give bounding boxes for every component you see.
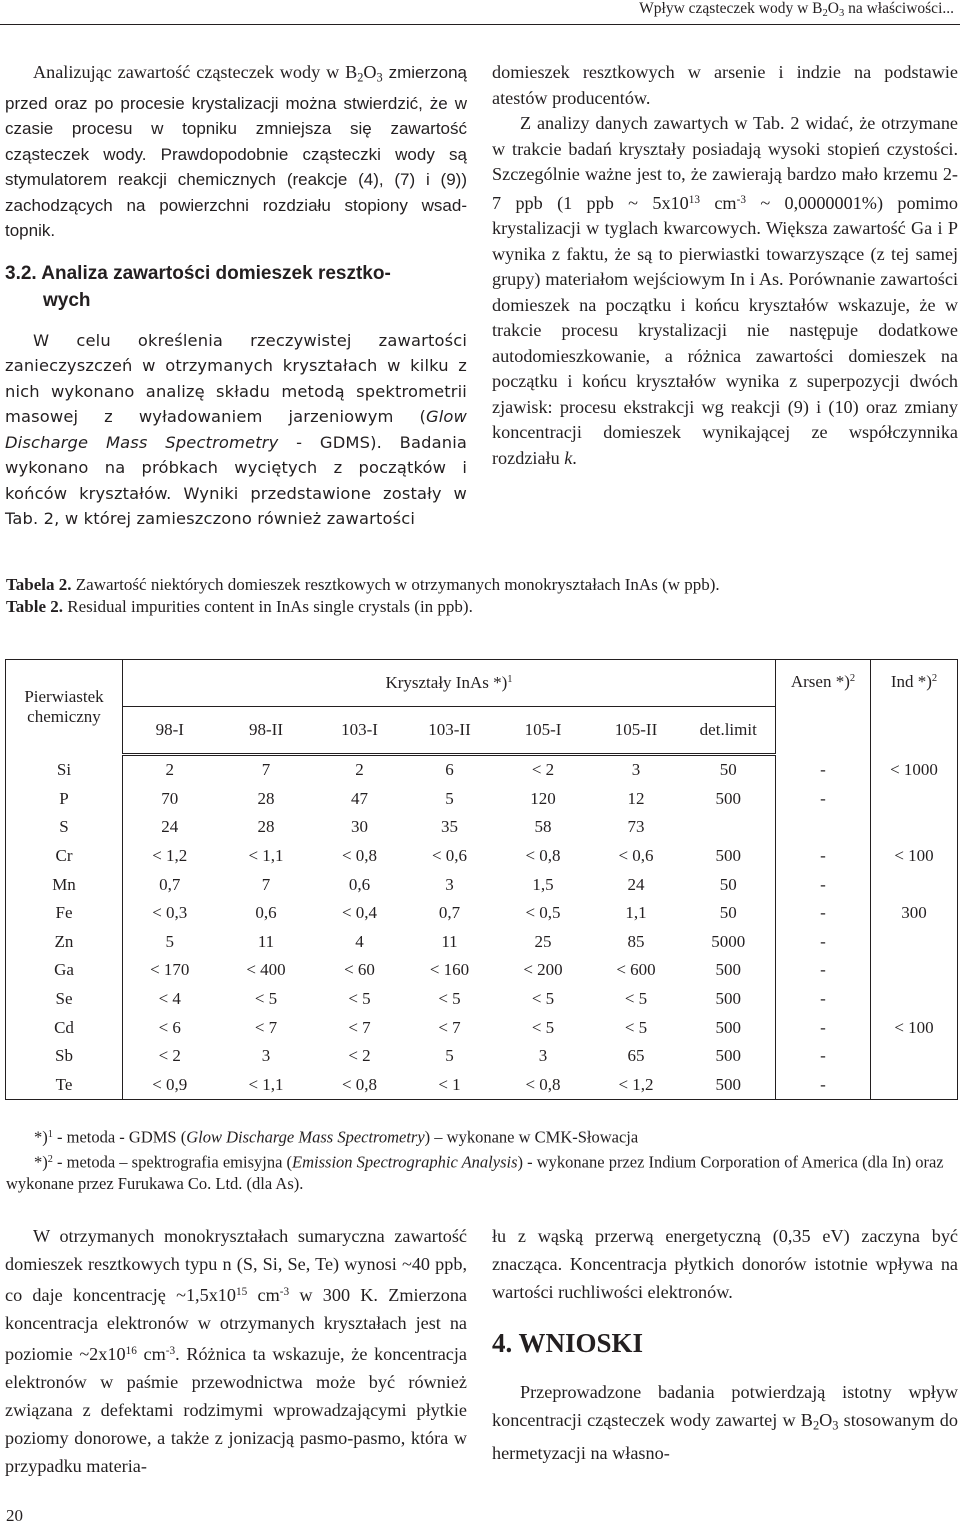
value-cell: 28 [257,788,275,808]
value-cell: 2 [165,760,174,780]
value-cell [871,1042,958,1071]
value-cell [871,985,958,1014]
header-element: Pierwiastek chemiczny [6,660,123,755]
right-column [492,60,958,471]
value-cell: - [776,870,871,899]
value-cell: < 2 [158,1046,181,1066]
running-header: Wpływ cząsteczek wody w $B_2O_3$ na właściwości... [639,0,954,19]
element-cell: Mn [6,870,123,899]
value-cell [871,785,958,814]
value-cell: 73 [627,817,645,837]
value-cell [776,813,871,842]
value-cell: 11 [257,931,275,951]
value-cell: < 100 [871,842,958,871]
value-cell: - [776,928,871,957]
subheader-0: 98-I [123,707,217,755]
value-cell: 28 [257,817,275,837]
value-cell: < 5 [348,989,371,1009]
element-cell: Si [6,755,123,785]
value-cell: < 2 [348,1046,371,1066]
table-row [6,1013,958,1042]
value-cell: - [776,1013,871,1042]
value-cell: 5 [445,1046,454,1066]
value-cell: < 5 [624,1017,648,1037]
value-cell: < 600 [616,960,656,980]
table-row [6,813,958,842]
value-cell: < 160 [429,960,470,980]
value-cell: < 7 [254,1017,278,1037]
value-cell: < 4 [158,989,181,1009]
subheader-2: 103-I [316,707,404,755]
table-footnotes [6,1124,956,1195]
value-cell: < 5 [254,989,278,1009]
value-cell: < 100 [871,1013,958,1042]
value-cell: < 1000 [871,755,958,785]
value-cell: < 5 [624,989,648,1009]
value-cell: < 200 [523,960,563,980]
value-cell: < 60 [344,960,375,980]
value-cell: 1,5 [532,874,554,894]
element-cell: Ga [6,956,123,985]
subheader-3: 103-II [404,707,496,755]
value-cell: 5 [165,931,174,951]
table-row [6,842,958,871]
bottom-right-column [492,1222,958,1467]
value-cell: 500 [682,1071,776,1100]
value-cell: < 0,8 [341,846,378,866]
value-cell: 58 [534,817,552,837]
header-rule [0,24,960,25]
table-row [6,870,958,899]
value-cell [871,870,958,899]
value-cell: 7 [261,760,271,780]
table-caption [6,574,720,618]
value-cell: - [776,755,871,785]
value-cell: < 5 [531,989,555,1009]
value-cell: < 2 [531,760,555,780]
bottom-left-column [5,1222,467,1480]
value-cell: 1,1 [625,903,647,923]
value-cell: < 0,5 [525,903,561,923]
value-cell: < 1,1 [248,846,284,866]
subheader-1: 98-II [217,707,316,755]
impurities-table [5,659,958,1100]
value-cell: - [776,1042,871,1071]
value-cell: 3 [261,1046,271,1066]
table-row [6,985,958,1014]
value-cell: < 5 [531,1017,555,1037]
paragraph-conclusions: Przeprowadzone badania potwierdzają istotny wpływ koncentracji cząsteczek wody zawartej w $B_2O_3$ stosowanym do hermetyzacji na własno- [492,1382,958,1464]
element-cell: Zn [6,928,123,957]
value-cell: 3 [445,874,454,894]
value-cell: 500 [682,842,776,871]
value-cell: 47 [351,788,368,808]
value-cell: 0,7 [438,903,461,923]
value-cell: < 0,4 [341,903,378,923]
paragraph-producer-data: domieszek resztkowych w arsenie i indzie na podstawie atestów producentów. [492,62,958,108]
value-cell: < 0,6 [431,846,468,866]
subheader-6: det.limit [682,707,776,755]
page-number: 20 [6,1506,23,1525]
value-cell: < 1,2 [591,1071,682,1100]
element-cell: Se [6,985,123,1014]
value-cell: 11 [441,931,458,951]
value-cell: < 0,8 [496,1071,591,1100]
table-row [6,755,958,785]
value-cell: 0,6 [255,903,277,923]
element-cell: Fe [6,899,123,928]
value-cell: 24 [627,874,645,894]
value-cell: - [776,956,871,985]
value-cell: - [776,785,871,814]
footnote-2: *)$^2$ - metoda – spektrografia emisyjna (Emission Spectrographic Analysis) - wykonane przez Indium Corporation of America (dla In) oraz wykonane przez Furukawa Co. Ltd. (dla As). [6,1152,944,1194]
section-heading-conclusions: 4. WNIOSKI [492,1328,644,1358]
value-cell: 25 [534,931,552,951]
value-cell: 50 [682,870,776,899]
value-cell: 5000 [682,928,776,957]
value-cell: < 1,2 [152,846,188,866]
value-cell [871,1071,958,1100]
value-cell: < 0,8 [316,1071,404,1100]
element-cell: P [6,785,123,814]
value-cell: 500 [682,956,776,985]
value-cell: 5 [445,788,454,808]
value-cell [871,956,958,985]
value-cell: 2 [355,760,364,780]
value-cell: < 5 [438,989,461,1009]
value-cell: - [776,1071,871,1100]
value-cell: < 0,8 [525,846,561,866]
element-cell: Cr [6,842,123,871]
value-cell [871,928,958,957]
section-heading-3-2: 3.2. Analiza zawartości domieszek resztko- wych [5,262,391,311]
value-cell: 35 [441,817,458,837]
value-cell: 3 [538,1046,548,1066]
element-cell: Sb [6,1042,123,1071]
value-cell: 50 [682,755,776,785]
value-cell: < 170 [150,960,190,980]
paragraph-electron-concentration: W otrzymanych monokryształach sumaryczna zawartość domieszek resztkowych typu n (S, Si, Se, Te) wynosi ~40 ppb, co daje koncentrację $\sim 1,5x10^{15}$ $cm^{-3}$ w 300 K. Zmierzona koncentracja elektronów w otrzymanych kryształach jest na poziomie $\sim 2x10^{16}$ $cm^{-3}$. Różnica ta wskazuje, że koncentracja elektronów w paśmie przewodnictwa może być również związana z defektami rodzimymi wprowadzającymi płytkie poziomy donorowe, a także z jonizacją pasmo-pasmo, która w przypadku materia- [5,1226,468,1477]
value-cell: 500 [682,785,776,814]
value-cell: 500 [682,1013,776,1042]
footnote-1: *)$^1$ - metoda - GDMS (Glow Discharge Mass Spectrometry) – wykonane w CMK-Słowacja [34,1127,639,1147]
paragraph-energy-gap: łu z wąską przerwą energetyczną (0,35 eV) zaczyna być znacząca. Koncentracja płytkich donorów istotnie wpływa na wartości ruchliwości elektronów. [492,1226,958,1302]
table-row [6,1042,958,1071]
value-cell: 30 [351,817,368,837]
value-cell: 500 [682,1042,776,1071]
value-cell: < 0,6 [618,846,654,866]
value-cell: < 1 [404,1071,496,1100]
value-cell: < 0,3 [152,903,188,923]
value-cell: - [776,899,871,928]
header-ind: Ind *)$^2$ [871,660,958,755]
element-cell: S [6,813,123,842]
value-cell: 0,7 [159,874,181,894]
value-cell: 4 [355,931,364,951]
table-row [6,928,958,957]
value-cell: < 400 [246,960,286,980]
value-cell: - [776,985,871,1014]
table-row [6,899,958,928]
value-cell: 12 [627,788,645,808]
value-cell: 50 [682,899,776,928]
value-cell: 300 [871,899,958,928]
left-column [5,60,467,532]
value-cell: < 1,1 [217,1071,316,1100]
header-crystals: Kryształy InAs *)$^1$ [123,660,776,707]
value-cell: 3 [631,760,641,780]
paragraph-purity-analysis: Z analizy danych zawartych w Tab. 2 widać, że otrzymane w trakcie badań kryształy posiadają wysoki stopień czystości. Szczególnie ważne jest to, że zawierają bardzo mało krzemu 2-7 ppb (1 ppb ~ $5x10^{13}$ $cm^{-3}$ ~ 0,0000001%) pomimo krystalizacji w tyglach kwarcowych. Większa zawartość Ga i P wynika z faktu, że są to pierwiastki towarzyszące (z tej samej grupy) materiałom wejściowym In i As. Porównanie zawartości domieszek na początku i końcu kryształów wskazuje, że w trakcie procesu krystalizacji nie następuje dodatkowe autodomieszkowanie, a różnica zawartości domieszek na początku i końcu kryształów wynika z superpozycji dwóch zjawisk: procesu ekstrakcji wg reakcji (9) i (10) oraz zmiany koncentracji domieszek wynikającej ze współczynnika rozdziału k. [492,113,958,468]
value-cell: 6 [445,760,454,780]
subheader-4: 105-I [496,707,591,755]
value-cell: 85 [627,931,645,951]
value-cell: 24 [161,817,179,837]
value-cell: 0,6 [348,874,371,894]
element-cell: Cd [6,1013,123,1042]
header-arsen: Arsen *)$^2$ [776,660,871,755]
value-cell: < 6 [158,1017,181,1037]
value-cell: < 7 [348,1017,371,1037]
value-cell: - [776,842,871,871]
value-cell [871,813,958,842]
paragraph-water-analysis: Analizując zawartość cząsteczek wody w $B_2O_3$ zmierzoną przed oraz po procesie krystalizacji można stwierdzić, że w czasie procesu w topniku zmniejsza się zawartość cząsteczek wody. Prawdopodobnie cząsteczki wody są stymulatorem reakcji chemicznych (reakcje (4), (7) i (9)) zachodzących na powierzchni rozdziału stopiony wsad-topnik. [5,62,468,241]
value-cell: 70 [161,788,179,808]
value-cell [682,813,776,842]
value-cell: 500 [682,985,776,1014]
value-cell: 7 [261,874,271,894]
caption-english: Table 2. Residual impurities content in InAs single crystals (in ppb). [6,597,473,616]
paragraph-gdms-method: W celu określenia rzeczywistej zawartości zanieczyszczeń w otrzymanych kryształach w kilku z nich wykonano analizę składu metodą spektrometrii masowej z wyładowaniem jarzeniowym (Glow Discharge Mass Spectrometry - GDMS). Badania wykonano na próbkach wyciętych z początków i końców kryształów. Wyniki przedstawione zostały w Tab. 2, w której zamieszczono również zawartości [5,330,467,529]
caption-polish: Tabela 2. Zawartość niektórych domieszek resztkowych w otrzymanych monokryształach InAs (w ppb). [6,575,720,594]
value-cell: < 0,9 [123,1071,217,1100]
table-row [6,1071,958,1100]
value-cell: 120 [530,788,556,808]
element-cell: Te [6,1071,123,1100]
table-row [6,956,958,985]
table-row [6,785,958,814]
subheader-5: 105-II [591,707,682,755]
value-cell: 65 [627,1046,645,1066]
value-cell: < 7 [438,1017,461,1037]
